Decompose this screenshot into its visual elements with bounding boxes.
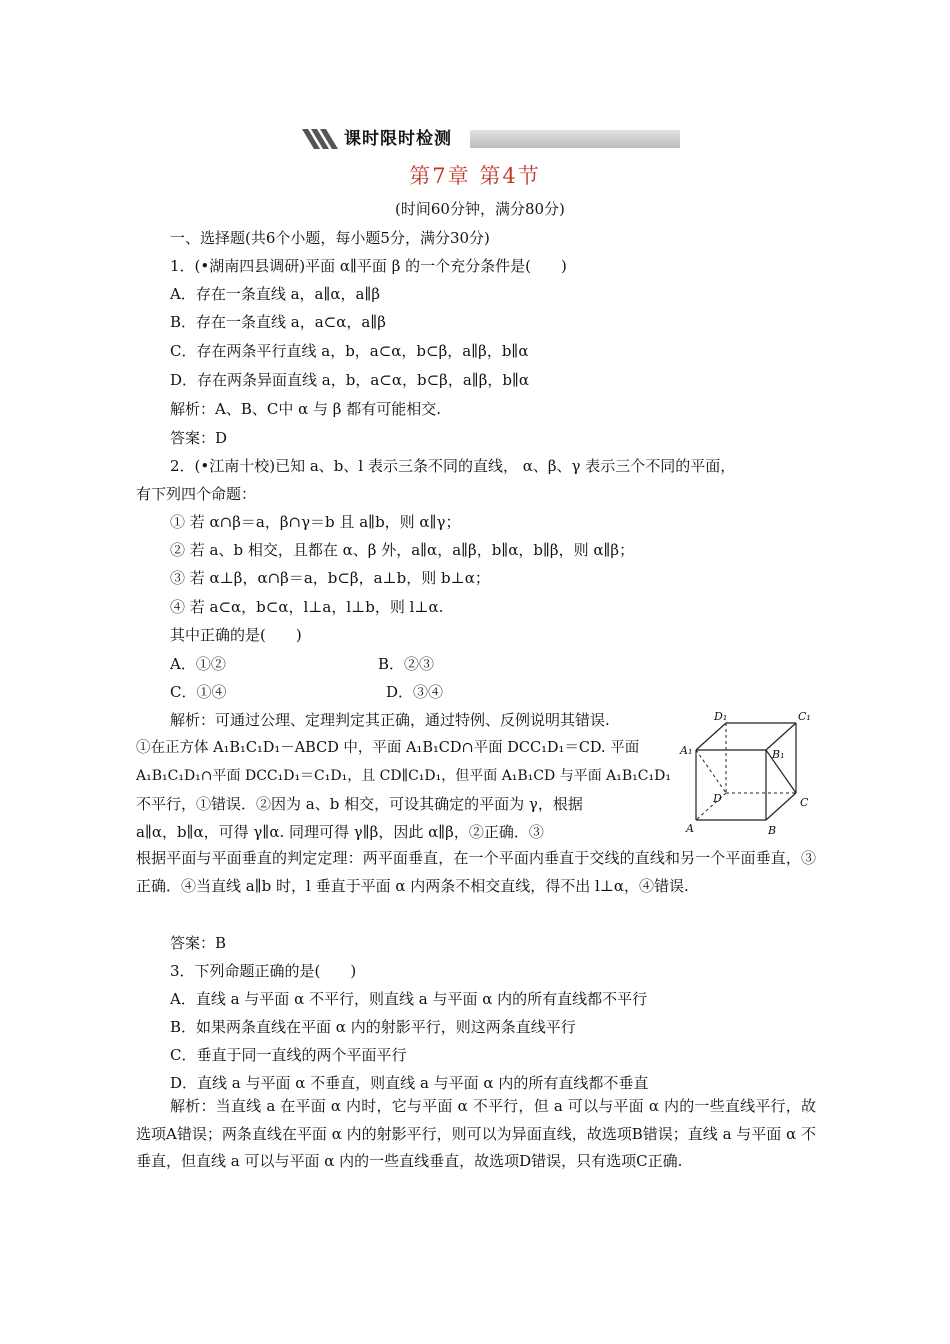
q2-analysis-line2: ①在正方体 A₁B₁C₁D₁－ABCD 中，平面 A₁B₁CD∩平面 DCC₁D₁＝CD. 平面 <box>136 740 640 756</box>
q1-option-b: B．存在一条直线 a，a⊂α，a∥β <box>170 313 386 331</box>
q3-analysis: 解析：当直线 a 在平面 α 内时，它与平面 α 不平行，但 a 可以与平面 α 内的一些直线平行，故选项A错误；两条直线在平面 α 内的射影平行，则可以为异面直线，故选项B错误；直线 a 与平面 α 不垂直，但直线 a 可以与平面 α 内的一些直线垂直，故选项D错误，只有选项C正确. <box>136 1097 816 1170</box>
q2-analysis-line4: 不平行，①错误．②因为 a、b 相交，可设其确定的平面为 γ，根据 <box>136 795 583 813</box>
label-b: B <box>768 824 777 837</box>
q2-option-a: A．①② <box>170 655 226 673</box>
q3-option-b: B．如果两条直线在平面 α 内的射影平行，则这两条直线平行 <box>170 1018 576 1036</box>
q2-option-d: D．③④ <box>386 683 444 701</box>
q1-stem: 1．(•湖南四县调研)平面 α∥平面 β 的一个充分条件是( ) <box>170 257 567 275</box>
time-info: (时间60分钟，满分80分) <box>395 200 565 218</box>
cube-figure <box>676 708 816 842</box>
q2-prop-3: ③ 若 α⊥β，α∩β＝a，b⊂β，a⊥b，则 b⊥α； <box>170 569 490 587</box>
label-a1: A₁ <box>680 744 693 757</box>
q3-option-c: C．垂直于同一直线的两个平面平行 <box>170 1046 407 1064</box>
q2-option-c: C．①④ <box>170 683 227 701</box>
q2-analysis-line3: A₁B₁C₁D₁∩平面 DCC₁D₁＝C₁D₁，且 CD∥C₁D₁，但平面 A₁B₁CD 与平面 A₁B₁C₁D₁ <box>136 768 671 784</box>
q2-analysis-line1: 解析：可通过公理、定理判定其正确，通过特例、反例说明其错误. <box>170 711 610 729</box>
q2-prop-4: ④ 若 a⊂α，b⊂α，l⊥a，l⊥b，则 l⊥α. <box>170 598 444 616</box>
q2-stem-line2: 有下列四个命题： <box>136 485 257 503</box>
label-c: C <box>800 796 809 809</box>
stripes-icon <box>300 127 344 151</box>
q3-option-a: A．直线 a 与平面 α 不平行，则直线 a 与平面 α 内的所有直线都不平行 <box>170 990 648 1008</box>
chapter-title: 第7章 第4节 <box>409 164 541 188</box>
banner-bar <box>470 130 680 148</box>
q2-analysis-tail: 根据平面与平面垂直的判定定理：两平面垂直，在一个平面内垂直于交线的直线和另一个平面垂直，③正确．④当直线 a∥b 时，l 垂直于平面 α 内两条不相交直线，得不出 l⊥α，④错误. <box>136 849 816 895</box>
q2-question: 其中正确的是( ) <box>170 626 302 644</box>
label-b1: B₁ <box>772 748 785 761</box>
q3-stem: 3．下列命题正确的是( ) <box>170 962 357 980</box>
banner-title: 课时限时检测 <box>344 129 452 149</box>
q2-prop-1: ① 若 α∩β＝a，β∩γ＝b 且 a∥b，则 α∥γ； <box>170 513 461 531</box>
label-a: A <box>686 822 694 835</box>
q2-answer: 答案：B <box>170 934 227 952</box>
q1-option-a: A．存在一条直线 a，a∥α，a∥β <box>170 285 381 303</box>
label-d: D <box>713 792 722 805</box>
section-banner <box>300 127 680 151</box>
q2-stem-line1: 2．(•江南十校)已知 a、b、l 表示三条不同的直线， α、β、γ 表示三个不同的平面， <box>170 457 736 475</box>
q2-analysis-line5: a∥α，b∥α，可得 γ∥α. 同理可得 γ∥β，因此 α∥β，②正确．③ <box>136 823 544 841</box>
q1-answer: 答案：D <box>170 429 228 447</box>
q1-option-d: D．存在两条异面直线 a，b，a⊂α，b⊂β，a∥β，b∥α <box>170 371 530 389</box>
section-heading: 一、选择题(共6个小题，每小题5分，满分30分) <box>170 229 490 247</box>
label-d1: D₁ <box>714 710 728 723</box>
q1-option-c: C．存在两条平行直线 a，b，a⊂α，b⊂β，a∥β，b∥α <box>170 342 529 360</box>
q2-prop-2: ② 若 a、b 相交，且都在 α、β 外，a∥α，a∥β，b∥α，b∥β，则 α∥β； <box>170 541 635 559</box>
q3-option-d: D．直线 a 与平面 α 不垂直，则直线 a 与平面 α 内的所有直线都不垂直 <box>170 1074 649 1092</box>
label-c1: C₁ <box>798 710 811 723</box>
q1-analysis: 解析：A、B、C中 α 与 β 都有可能相交. <box>170 400 441 418</box>
q2-option-b: B．②③ <box>378 655 435 673</box>
